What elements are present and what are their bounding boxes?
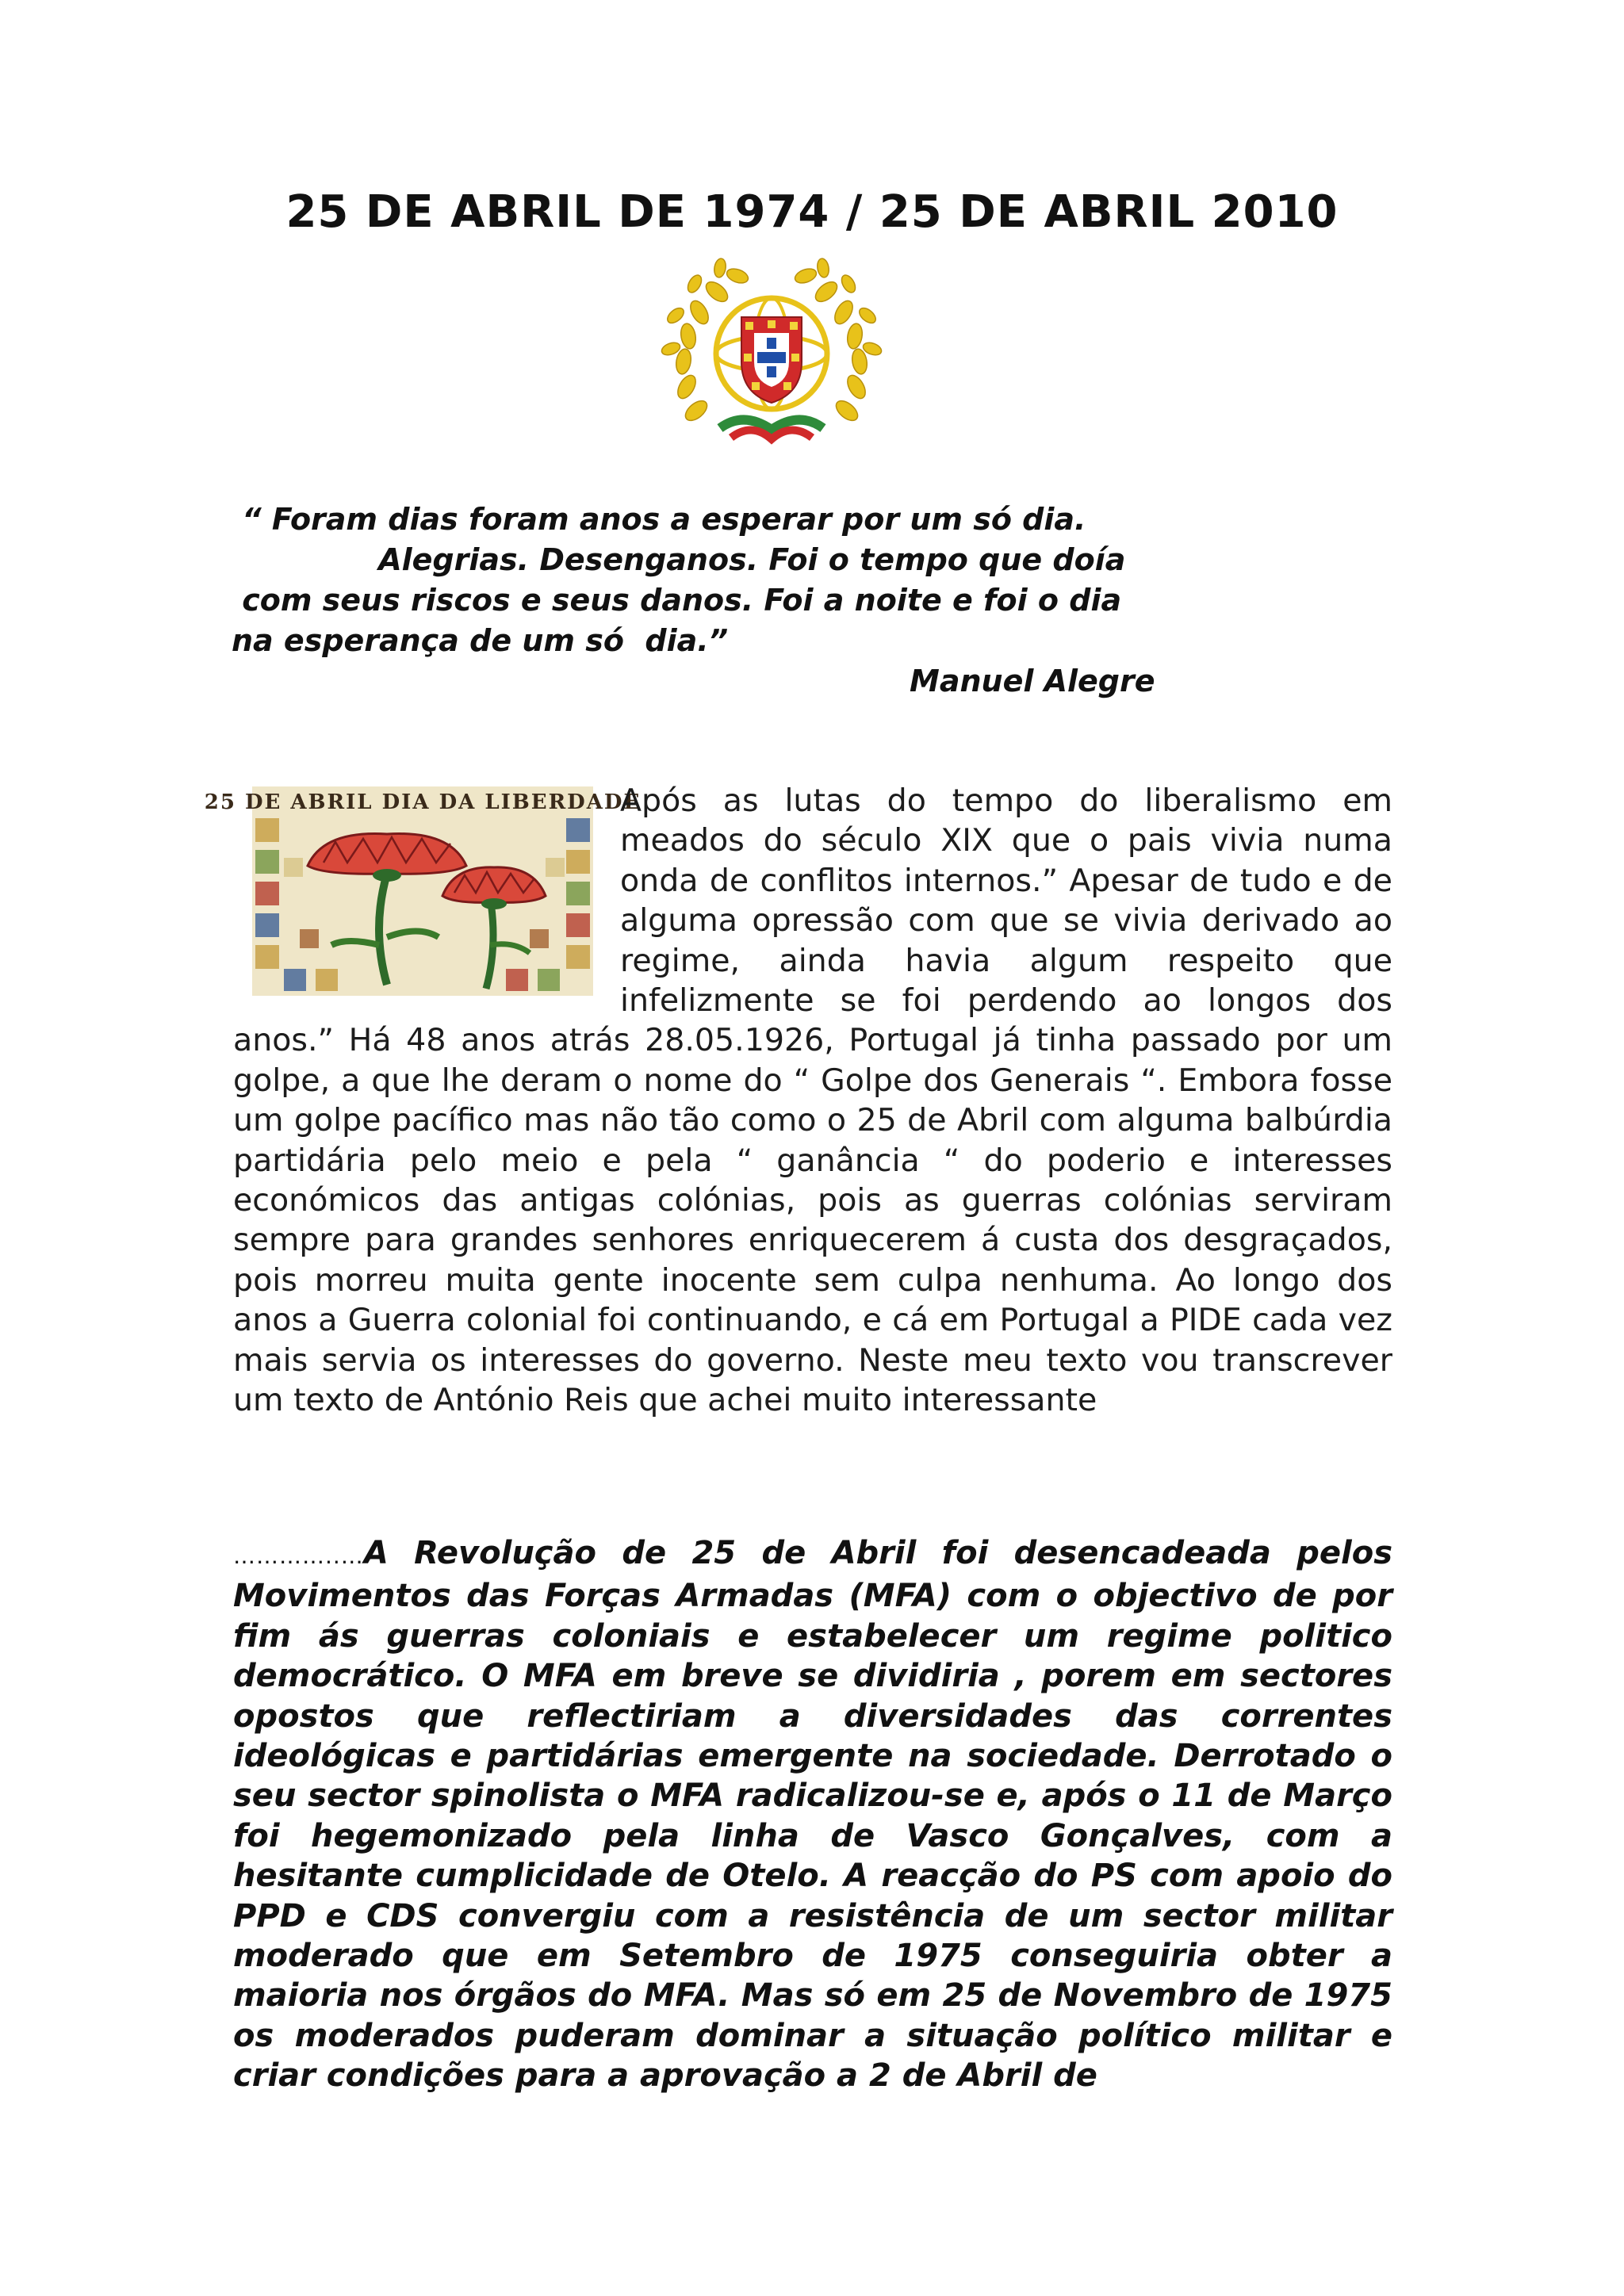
- ellipsis-dots: …………..…: [233, 1543, 364, 1569]
- quote-line: “ Foram dias foram anos a esperar por um só dia.: [232, 502, 1086, 537]
- quote-line: Alegrias. Desenganos. Foi o tempo que doía: [232, 542, 1126, 577]
- quote-line: com seus riscos e seus danos. Foi a noite e foi o dia: [232, 583, 1122, 618]
- intro-paragraph-text: Após as lutas do tempo do liberalismo em meados do século XIX que o pais vivia numa onda de conflitos internos.” Apesar de tudo e de alguma opressão com que se vivia derivado ao regime, ainda havia algum respeito que infelizmente se foi perdendo ao longos dos anos.” Há 48 anos atrás 28.05.1926, Portugal já tinha passado por um golpe, a que lhe deram o nome do “ Golpe dos Generais “. Embora fosse um golpe pacífico mas não tão como o 25 de Abril com alguma balbúrdia partidária pelo meio e pela “ ganância “ do poderio e interesses económicos das antigas colónias, pois as guerras colónias serviram sempre para grandes senhores enriquecerem á custa dos desgraçados, pois morreu muita gente inocente sem culpa nenhuma. Ao longo dos anos a Guerra colonial foi continuando, e cá em Portugal a PIDE cada vez mais servia os interesses do governo. Neste meu texto vou transcrever um texto de António Reis que achei muito interessante: [233, 783, 1392, 1419]
- poster-title: 25 DE ABRIL DIA DA LIBERDADE: [204, 790, 642, 814]
- intro-paragraph: [233, 781, 1392, 1421]
- page-title: 25 DE ABRIL DE 1974 / 25 DE ABRIL 2010: [285, 186, 1339, 238]
- quote-author: Manuel Alegre: [910, 664, 1155, 698]
- revolution-paragraph-text: A Revolução de 25 de Abril foi desencadeada pelos Movimentos das Forças Armadas (MFA) com o objectivo de por fim ás guerras coloniais e estabelecer um regime politico democrático. O MFA em breve se dividiria , porem em sectores opostos que reflectiriam a diversidades das correntes ideológicas e partidárias emergente na sociedade. Derrotado o seu sector spinolista o MFA radicalizou-se e, após o 11 de Março foi hegemonizado pela linha de Vasco Gonçalves, com a hesitante cumplicidade de Otelo. A reacção do PS com apoio do PPD e CDS convergiu com a resistência de um sector militar moderado que em Setembro de 1975 conseguiria obter a maioria nos órgãos do MFA. Mas só em 25 de Novembro de 1975 os moderados puderam dominar a situação político militar e criar condições para a aprovação a 2 de Abril de: [233, 1535, 1392, 2095]
- revolution-paragraph: [233, 1533, 1392, 2096]
- portuguese-coat-of-arms-icon: [665, 260, 879, 450]
- quote-line: na esperança de um só dia.”: [232, 623, 729, 658]
- image-spacer: [233, 781, 620, 1020]
- poem-quote: [232, 499, 1278, 702]
